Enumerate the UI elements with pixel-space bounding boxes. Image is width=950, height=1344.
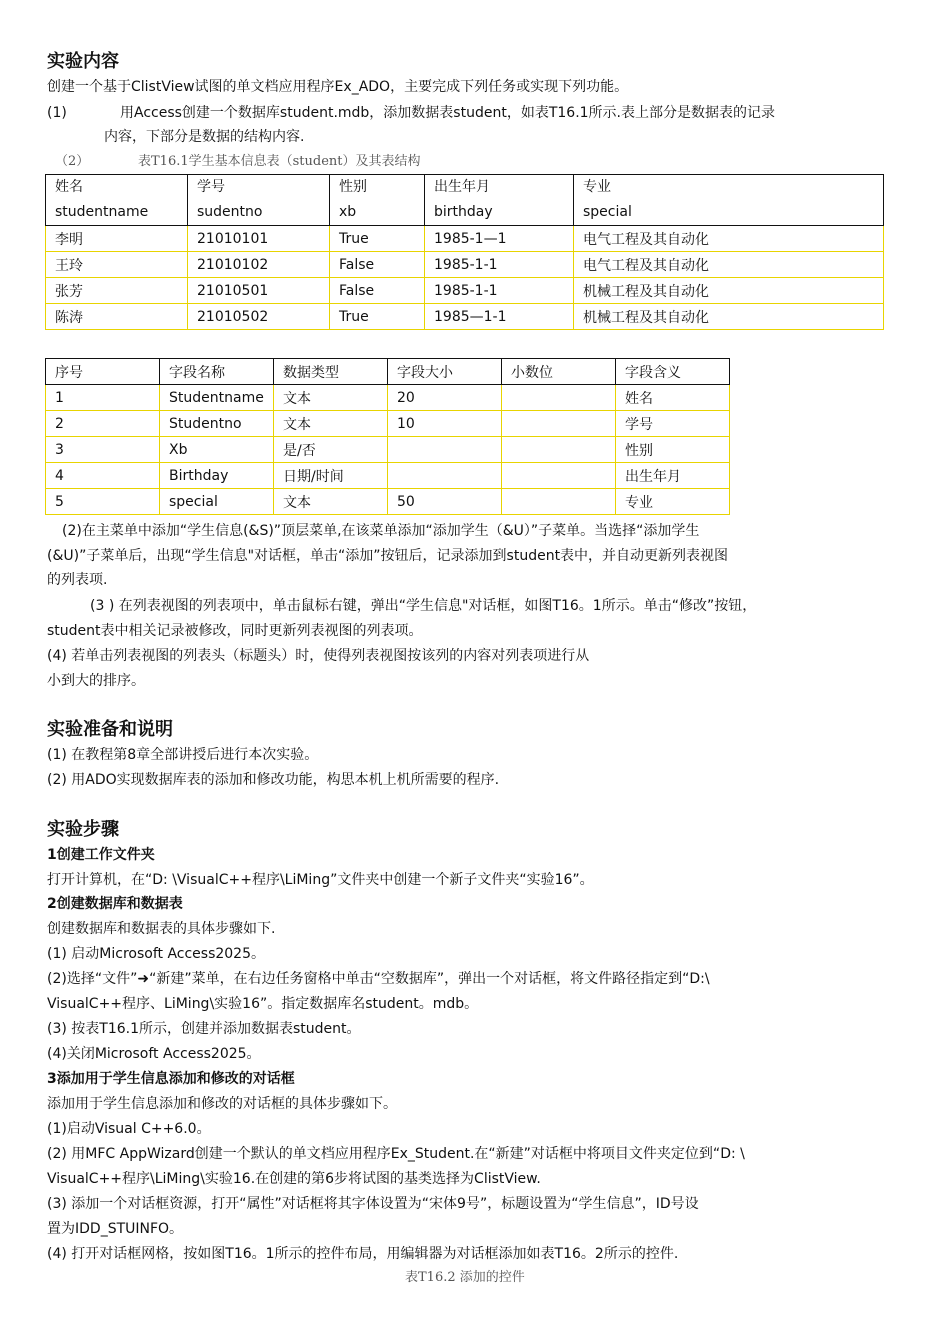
table-cell: 王玲 xyxy=(46,252,188,278)
step3-item2-line1: (2) 用MFC AppWizard创建一个默认的单文档应用程序Ex_Student.在“新建”对话框中将项目文件夹定位到“D: \ xyxy=(47,1146,745,1162)
task3-line2: student表中相关记录被修改，同时更新列表视图的列表项。 xyxy=(47,623,423,639)
table-cell: 李明 xyxy=(46,226,188,252)
step2-item4: (4)关闭Microsoft Access2025。 xyxy=(47,1046,261,1062)
table-cell: 专业 xyxy=(616,489,730,515)
table-cell: Studentno xyxy=(160,411,274,437)
table-cell: True xyxy=(330,226,425,252)
table-cell xyxy=(502,489,616,515)
task4-line2: 小到大的排序。 xyxy=(47,673,145,689)
table2-header-cell: 小数位 xyxy=(502,359,616,385)
step3-item1: (1)启动Visual C++6.0。 xyxy=(47,1121,211,1137)
table1-header-row xyxy=(46,175,884,226)
table-cell: 21010101 xyxy=(188,226,330,252)
step3-item3-line2: 置为IDD_STUINFO。 xyxy=(47,1221,184,1237)
table2-header-cell: 字段含义 xyxy=(616,359,730,385)
table-cell: 5 xyxy=(46,489,160,515)
table-cell: 出生年月 xyxy=(616,463,730,489)
table1-header-cell: 性别 xb xyxy=(330,175,425,226)
table1-header-cell: 出生年月 birthday xyxy=(425,175,574,226)
table-cell: 1985-1-1 xyxy=(425,278,574,304)
table-cell xyxy=(502,463,616,489)
caption1-number: （2） xyxy=(55,154,90,169)
table-cell xyxy=(502,437,616,463)
table-cell: 姓名 xyxy=(616,385,730,411)
table-cell: 学号 xyxy=(616,411,730,437)
table2-caption: 表T16.2 添加的控件 xyxy=(405,1270,525,1285)
table-cell xyxy=(388,463,502,489)
step2-title: 2创建数据库和数据表 xyxy=(47,896,183,912)
table-cell: 文本 xyxy=(274,489,388,515)
task3-line1: (3 ) 在列表视图的列表项中，单击鼠标右键，弹出“学生信息"对话框，如图T16。1所示。单击“修改”按钮， xyxy=(90,598,757,614)
table-cell: 20 xyxy=(388,385,502,411)
section-title-steps: 实验步骤 xyxy=(47,819,119,840)
step1-text: 打开计算机，在“D: \VisualC++程序\LiMing”文件夹中创建一个新子文件夹“实验16”。 xyxy=(47,872,594,888)
table-cell: 10 xyxy=(388,411,502,437)
table-cell: 张芳 xyxy=(46,278,188,304)
student-records-table xyxy=(45,174,884,330)
table-cell: 电气工程及其自动化 xyxy=(574,252,884,278)
table-cell: 机械工程及其自动化 xyxy=(574,278,884,304)
task4-line1: (4) 若单击列表视图的列表头（标题头）时，使得列表视图按该列的内容对列表项进行从 xyxy=(47,648,590,664)
table-row xyxy=(46,463,730,489)
table-row xyxy=(46,385,730,411)
table1-header-cell: 姓名 studentname xyxy=(46,175,188,226)
table2-header-cell: 字段大小 xyxy=(388,359,502,385)
step2-item2-line2: VisualC++程序、LiMing\实验16”。指定数据库名student。mdb。 xyxy=(47,996,479,1012)
prep-line1: (1) 在教程第8章全部讲授后进行本次实验。 xyxy=(47,747,319,763)
table-cell: 21010102 xyxy=(188,252,330,278)
item1-line2: 内容，下部分是数据的结构内容. xyxy=(104,129,305,145)
table-row xyxy=(46,411,730,437)
table-cell: 4 xyxy=(46,463,160,489)
table-cell: 21010502 xyxy=(188,304,330,330)
step3-item3-line1: (3) 添加一个对话框资源，打开“属性”对话框将其字体设置为“宋体9号”，标题设置为“学生信息”，ID号设 xyxy=(47,1196,699,1212)
intro-text: 创建一个基于ClistView试图的单文档应用程序Ex_ADO，主要完成下列任务或实现下列功能。 xyxy=(47,79,629,95)
table1-header-cell: 专业 special xyxy=(574,175,884,226)
table-cell: 50 xyxy=(388,489,502,515)
table-cell: 文本 xyxy=(274,411,388,437)
table-cell: 性别 xyxy=(616,437,730,463)
table-row xyxy=(46,489,730,515)
table-cell xyxy=(502,411,616,437)
section-title-preparation: 实验准备和说明 xyxy=(47,719,173,740)
step3-intro: 添加用于学生信息添加和修改的对话框的具体步骤如下。 xyxy=(47,1096,397,1112)
step2-item2-line1: (2)选择“文件”➜“新建”菜单，在右边任务窗格中单击“空数据库”，弹出一个对话框，将文件路径指定到“D:\ xyxy=(47,971,710,987)
table-cell: 陈涛 xyxy=(46,304,188,330)
table2-header-row xyxy=(46,359,730,385)
table-cell xyxy=(502,385,616,411)
table-cell: 1 xyxy=(46,385,160,411)
table-cell: 日期/时间 xyxy=(274,463,388,489)
table-cell: False xyxy=(330,278,425,304)
table-cell: True xyxy=(330,304,425,330)
table-cell: 2 xyxy=(46,411,160,437)
table-row xyxy=(46,278,884,304)
table2-header-cell: 序号 xyxy=(46,359,160,385)
section-title-content: 实验内容 xyxy=(47,51,119,72)
step2-item1: (1) 启动Microsoft Access2025。 xyxy=(47,946,265,962)
table-cell: 电气工程及其自动化 xyxy=(574,226,884,252)
prep-line2: (2) 用ADO实现数据库表的添加和修改功能，构思本机上机所需要的程序. xyxy=(47,772,500,788)
item1-line1: 用Access创建一个数据库student.mdb，添加数据表student，如表T16.1所示.表上部分是数据表的记录 xyxy=(120,105,775,121)
table-cell xyxy=(388,437,502,463)
field-structure-table xyxy=(45,358,730,515)
table1-caption: 表T16.1学生基本信息表（student）及其表结构 xyxy=(138,154,421,169)
step3-title: 3添加用于学生信息添加和修改的对话框 xyxy=(47,1071,295,1087)
step2-item3: (3) 按表T16.1所示，创建并添加数据表student。 xyxy=(47,1021,361,1037)
table-cell: Birthday xyxy=(160,463,274,489)
table2-header-cell: 字段名称 xyxy=(160,359,274,385)
table-cell: special xyxy=(160,489,274,515)
table-cell: 1985-1-1 xyxy=(425,252,574,278)
table-cell: 文本 xyxy=(274,385,388,411)
table1-header-cell: 学号 sudentno xyxy=(188,175,330,226)
table-cell: 21010501 xyxy=(188,278,330,304)
table-cell: 是/否 xyxy=(274,437,388,463)
table-row xyxy=(46,304,884,330)
step3-item4: (4) 打开对话框网格，按如图T16。1所示的控件布局，用编辑器为对话框添加如表T16。2所示的控件. xyxy=(47,1246,679,1262)
task2-line2: (&U)”子菜单后，出现“学生信息"对话框，单击“添加”按钮后，记录添加到student表中，并自动更新列表视图 xyxy=(47,548,729,564)
task2-line3: 的列表项. xyxy=(47,572,108,588)
step1-title: 1创建工作文件夹 xyxy=(47,847,155,863)
table-cell: 机械工程及其自动化 xyxy=(574,304,884,330)
table-cell: False xyxy=(330,252,425,278)
table-row xyxy=(46,437,730,463)
table-cell: 1985—1-1 xyxy=(425,304,574,330)
table-row xyxy=(46,252,884,278)
item1-number: (1) xyxy=(47,105,67,121)
table-cell: Xb xyxy=(160,437,274,463)
table-cell: Studentname xyxy=(160,385,274,411)
step2-intro: 创建数据库和数据表的具体步骤如下. xyxy=(47,921,276,937)
table-cell: 1985-1—1 xyxy=(425,226,574,252)
table2-header-cell: 数据类型 xyxy=(274,359,388,385)
step3-item2-line2: VisualC++程序\LiMing\实验16.在创建的第6步将试图的基类选择为ClistView. xyxy=(47,1171,541,1187)
task2-line1: (2)在主菜单中添加“学生信息(&S)”顶层菜单,在该菜单添加“添加学生（&U）”子菜单。当选择“添加学生 xyxy=(62,523,700,539)
table-row xyxy=(46,226,884,252)
table-cell: 3 xyxy=(46,437,160,463)
